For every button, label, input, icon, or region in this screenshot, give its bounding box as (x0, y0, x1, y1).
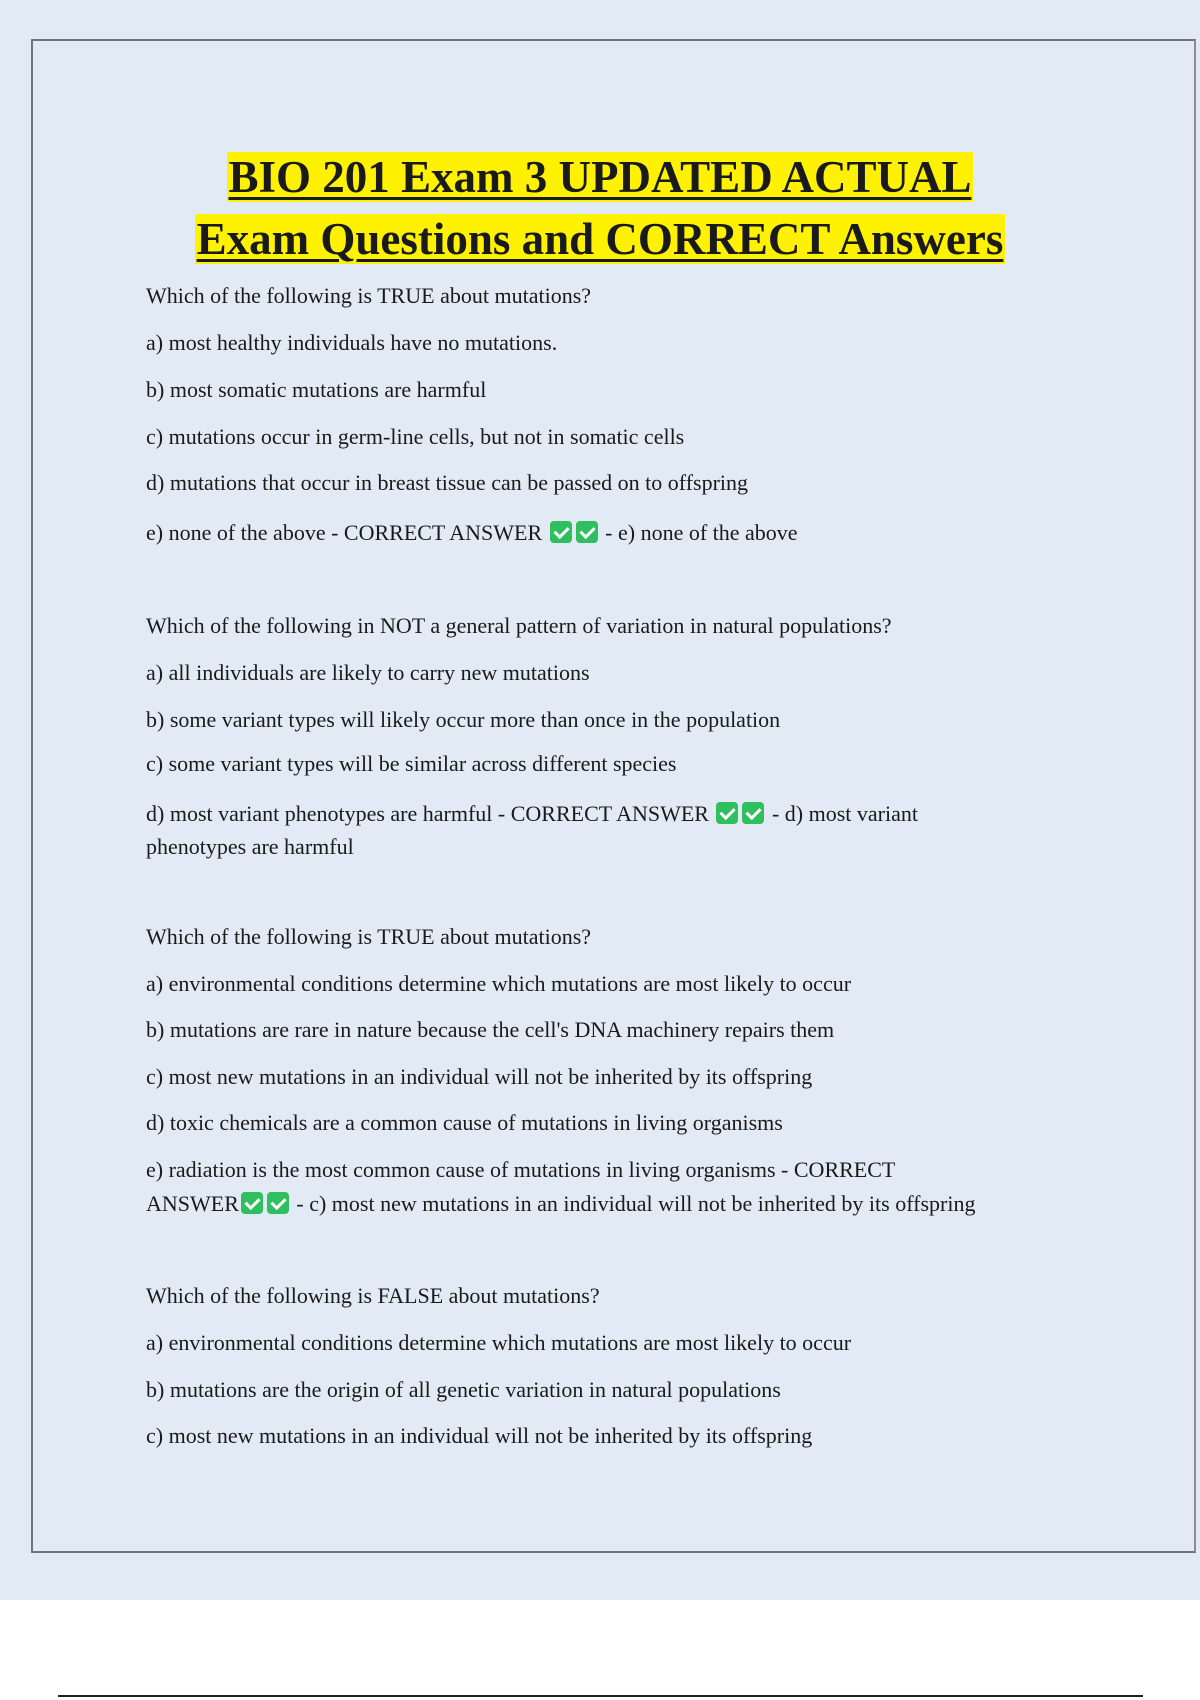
check-box-icon (576, 521, 598, 543)
question-2-answer-continued: phenotypes are harmful (146, 834, 354, 859)
question-2-option-c: c) some variant types will be similar across different species (146, 751, 677, 776)
answer-suffix: - e) none of the above (605, 520, 798, 545)
question-2-option-b: b) some variant types will likely occur more than once in the population (146, 707, 781, 732)
question-3-answer: e) radiation is the most common cause of mutations in living organisms - CORRECT (146, 1157, 896, 1182)
question-4-option-c: c) most new mutations in an individual will not be inherited by its offspring (146, 1423, 813, 1448)
question-4-prompt: Which of the following is FALSE about mutations? (146, 1283, 600, 1308)
answer-suffix: - c) most new mutations in an individual will not be inherited by its offspring (296, 1191, 976, 1216)
check-box-icon (267, 1192, 289, 1214)
title-line-1: BIO 201 Exam 3 UPDATED ACTUAL (228, 152, 972, 202)
check-box-icon (241, 1192, 263, 1214)
question-3-option-a: a) environmental conditions determine which mutations are most likely to occur (146, 971, 852, 996)
check-box-icon (550, 521, 572, 543)
question-3-option-b: b) mutations are rare in nature because the cell's DNA machinery repairs them (146, 1017, 835, 1042)
title-line-2: Exam Questions and CORRECT Answers (196, 214, 1004, 264)
question-1-option-c: c) mutations occur in germ-line cells, but not in somatic cells (146, 424, 685, 449)
question-4-option-b: b) mutations are the origin of all genetic variation in natural populations (146, 1377, 781, 1402)
question-3-option-c: c) most new mutations in an individual will not be inherited by its offspring (146, 1064, 813, 1089)
question-1-option-a: a) most healthy individuals have no mutations. (146, 330, 558, 355)
answer-prefix: d) most variant phenotypes are harmful - CORRECT ANSWER (146, 801, 709, 826)
question-1-prompt: Which of the following is TRUE about mutations? (146, 283, 592, 308)
answer-suffix: - d) most variant (771, 801, 918, 826)
question-3-answer-line-2 (146, 1188, 975, 1220)
question-2-prompt: Which of the following in NOT a general pattern of variation in natural populations? (146, 613, 892, 638)
question-1-answer (146, 517, 798, 549)
check-box-icon (742, 802, 764, 824)
answer-line2-prefix: ANSWER (146, 1191, 239, 1216)
question-1-option-b: b) most somatic mutations are harmful (146, 377, 487, 402)
document-title (0, 146, 1200, 270)
question-3-prompt: Which of the following is TRUE about mutations? (146, 924, 592, 949)
answer-prefix: e) none of the above - CORRECT ANSWER (146, 520, 543, 545)
footer-rule (58, 1695, 1143, 1697)
check-box-icon (716, 802, 738, 824)
question-2-option-a: a) all individuals are likely to carry new mutations (146, 660, 590, 685)
question-1-option-d: d) mutations that occur in breast tissue can be passed on to offspring (146, 470, 749, 495)
question-2-answer (146, 798, 918, 830)
question-3-option-d: d) toxic chemicals are a common cause of mutations in living organisms (146, 1110, 783, 1135)
question-4-option-a: a) environmental conditions determine which mutations are most likely to occur (146, 1330, 852, 1355)
